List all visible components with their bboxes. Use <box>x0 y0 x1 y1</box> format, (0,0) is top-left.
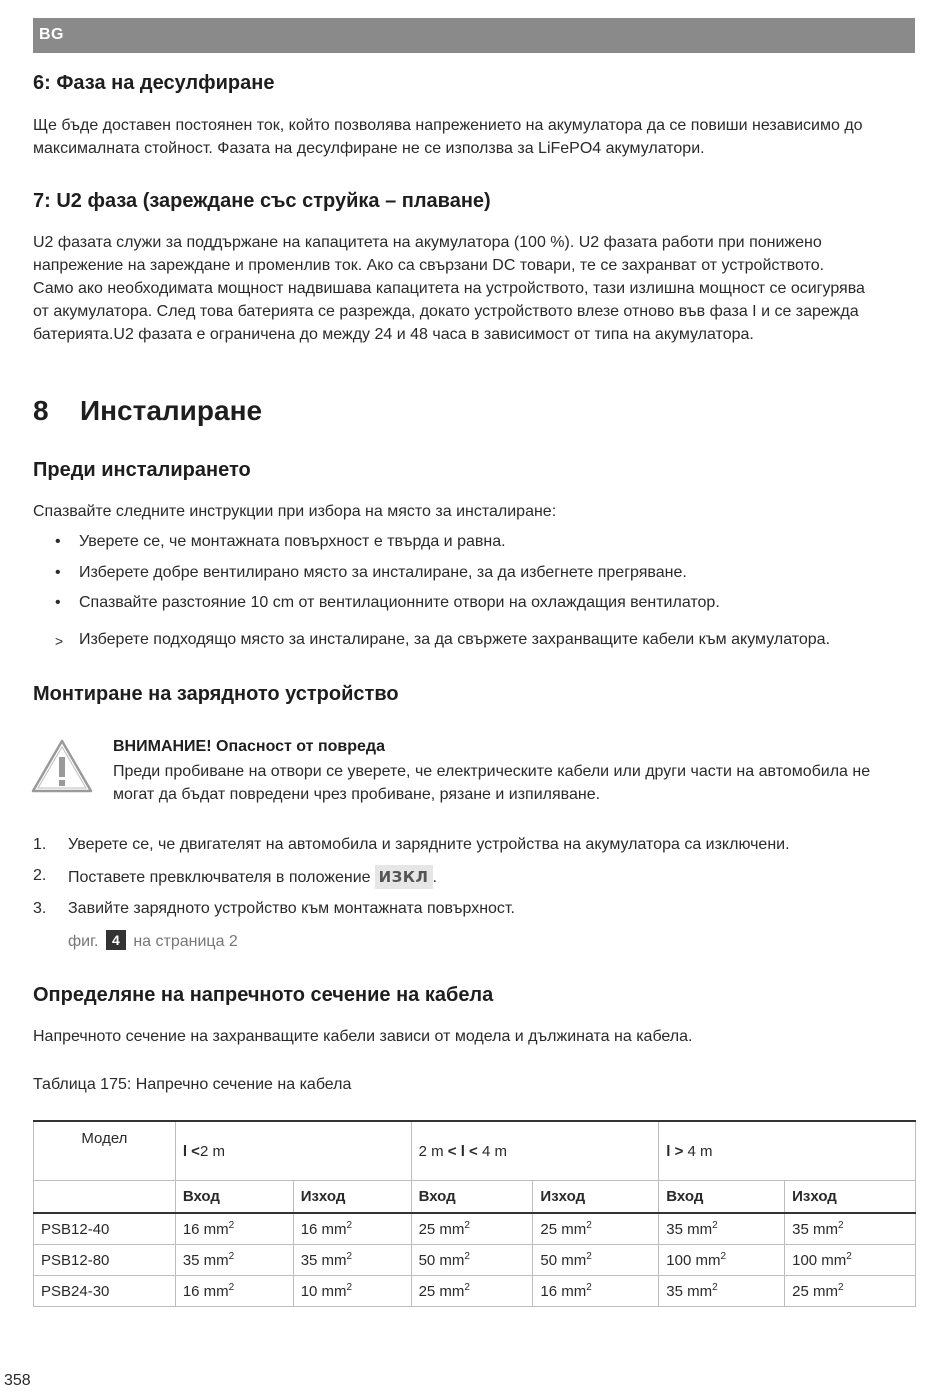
value-cell: 16 $mm^2$ <box>533 1276 659 1307</box>
model-cell: PSB24-30 <box>34 1276 176 1307</box>
table-header-row <box>34 1121 916 1181</box>
section-7-line: U2 фазата служи за поддържане на капацитета на акумулатора (100 %). U2 фазата работи при понижено <box>33 234 822 251</box>
value-cell: 25 $mm^2$ <box>785 1276 916 1307</box>
table-subheader-row <box>34 1181 916 1214</box>
value-cell: 35 $mm^2$ <box>785 1213 916 1245</box>
value-cell: 16 $mm^2$ <box>175 1213 293 1245</box>
input-header: Вход <box>175 1181 293 1214</box>
value-cell: 50 $mm^2$ <box>411 1245 533 1276</box>
figure-number-box: 4 <box>106 930 126 950</box>
length-group-header <box>659 1121 916 1181</box>
warning-triangle-icon <box>30 738 94 794</box>
language-code: BG <box>39 26 64 43</box>
operator: > <box>674 1142 684 1160</box>
value-cell: 35 $mm^2$ <box>659 1213 785 1245</box>
section-7-line: от акумулатора. След това батерията се разрежда, докато устройството влезе отново във фаза I и се зарежда <box>33 303 859 320</box>
warning-title: ВНИМАНИЕ! Опасност от повреда <box>113 738 385 755</box>
section-6-line: Ще бъде доставен постоянен ток, който позволява напрежението на акумулатора да се повиши независимо до <box>33 117 863 134</box>
output-header: Изход <box>785 1181 916 1214</box>
step-number: 1. <box>33 836 47 853</box>
page-number: 358 <box>4 1372 31 1389</box>
figure-reference[interactable] <box>68 930 238 951</box>
value-cell: 50 $mm^2$ <box>533 1245 659 1276</box>
operator: < <box>191 1142 200 1160</box>
value-cell: 25 $mm^2$ <box>533 1213 659 1245</box>
value-cell: 100 $mm^2$ <box>659 1245 785 1276</box>
chevron-right-icon: > <box>55 633 64 649</box>
table-row <box>34 1276 916 1307</box>
before-install-title: Преди инсталирането <box>33 459 251 481</box>
table-row <box>34 1245 916 1276</box>
value-cell: 25 $mm^2$ <box>411 1213 533 1245</box>
input-header: Вход <box>659 1181 785 1214</box>
figure-suffix: на страница 2 <box>133 933 238 950</box>
value-cell: 35 $mm^2$ <box>293 1245 411 1276</box>
mount-title: Монтиране на зарядното устройство <box>33 683 399 705</box>
list-item-text: Спазвайте разстояние 10 cm от вентилационните отвори на охлаждащия вентилатор. <box>79 594 720 611</box>
step-content <box>68 865 437 889</box>
result-item-text: Изберете подходящо място за инсталиране, за да свържете захранващите кабели към акумулатора. <box>79 631 831 648</box>
input-header: Вход <box>411 1181 533 1214</box>
cable-intro: Напречното сечение на захранващите кабели зависи от модела и дължината на кабела. <box>33 1028 693 1045</box>
bullet-icon: • <box>55 533 61 550</box>
step-text: Уверете се, че двигателят на автомобила и зарядните устройства на акумулатора са изключени. <box>68 836 790 853</box>
value-cell: 16 $mm^2$ <box>293 1213 411 1245</box>
value-cell: 35 $mm^2$ <box>659 1276 785 1307</box>
bullet-icon: • <box>55 594 61 611</box>
length-value: 2 m <box>199 1142 225 1160</box>
value-cell: 35 $mm^2$ <box>175 1245 293 1276</box>
list-item-text: Уверете се, че монтажната повърхност е твърда и равна. <box>79 533 506 550</box>
value-cell: 100 $mm^2$ <box>785 1245 916 1276</box>
model-cell: PSB12-80 <box>34 1245 176 1276</box>
section-7-line: батерията.U2 фазата е ограничена до между 24 и 48 часа в зависимост от типа на акумулатора. <box>33 326 754 343</box>
length-group-header <box>411 1121 659 1181</box>
length-symbol: l <box>182 1142 187 1160</box>
output-header: Изход <box>293 1181 411 1214</box>
section-6-title: 6: Фаза на десулфиране <box>33 72 275 94</box>
chapter-heading <box>33 395 262 427</box>
length-symbol: l <box>460 1142 465 1160</box>
section-6-text <box>33 114 913 160</box>
length-group-header <box>175 1121 411 1181</box>
section-7-title: 7: U2 фаза (зареждане със струйка – плаване) <box>33 190 491 212</box>
before-install-intro: Спазвайте следните инструкции при избора на място за инсталиране: <box>33 503 557 520</box>
chapter-number: 8 <box>33 395 49 426</box>
figure-prefix: фиг. <box>68 933 99 950</box>
operator: < <box>469 1142 478 1160</box>
length-value: 4 m <box>481 1142 507 1160</box>
section-7-line: Само ако необходимата мощност надвишава капацитета на устройството, тази излишна мощност се осигурява <box>33 280 865 297</box>
section-7-text <box>33 231 913 346</box>
step-number: 3. <box>33 900 47 917</box>
list-item-text: Изберете добре вентилирано място за инсталиране, за да избегнете прегряване. <box>79 564 687 581</box>
step-text: Поставете превключвателя в положение <box>68 869 371 886</box>
step-number: 2. <box>33 867 47 884</box>
language-header-bar <box>33 18 915 53</box>
model-header: Модел <box>34 1121 176 1181</box>
cable-title: Определяне на напречното сечение на кабела <box>33 984 494 1006</box>
operator: < <box>447 1142 457 1160</box>
table-caption: Таблица 175: Напречно сечение на кабела <box>33 1076 352 1093</box>
length-symbol: l <box>666 1142 671 1160</box>
value-cell: 16 $mm^2$ <box>175 1276 293 1307</box>
section-6-line: максималната стойност. Фазата на десулфиране не се използва за LiFePO4 акумулатори. <box>33 140 705 157</box>
warning-text: Преди пробиване на отвори се уверете, че електрическите кабели или други части на автомобила не могат да бъдат повредени чрез пробиване, рязане и изпиляване. <box>113 763 871 803</box>
value-cell: 10 $mm^2$ <box>293 1276 411 1307</box>
section-7-line: напрежение на зареждане и променлив ток. Ако са свързани DC товари, те се захранват от устройството. <box>33 257 825 274</box>
output-header: Изход <box>533 1181 659 1214</box>
cable-cross-section-table <box>33 1120 916 1307</box>
length-value: 2 m <box>418 1142 444 1160</box>
bullet-icon: • <box>55 564 61 581</box>
table-row <box>34 1213 916 1245</box>
value-cell: 25 $mm^2$ <box>411 1276 533 1307</box>
empty-cell <box>34 1181 176 1214</box>
step-suffix: . <box>432 869 437 886</box>
off-position-badge: ИЗКЛ <box>375 865 433 889</box>
length-value: 4 m <box>687 1142 713 1160</box>
step-text: Завийте зарядното устройство към монтажната повърхност. <box>68 900 515 917</box>
model-cell: PSB12-40 <box>34 1213 176 1245</box>
chapter-title: Инсталиране <box>80 395 263 426</box>
